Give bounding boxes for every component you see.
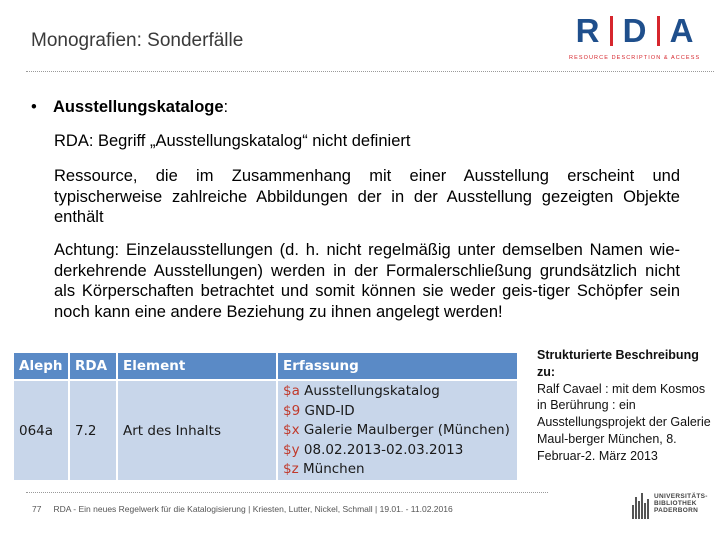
university-library-logo — [632, 493, 708, 519]
bullet-colon: : — [223, 98, 229, 116]
subfield-item — [283, 441, 512, 461]
library-logo-line: BIBLIOTHEK — [654, 500, 697, 508]
subfield-value: Galerie Maulberger (München) — [303, 422, 510, 439]
subfield-item — [283, 460, 512, 480]
subfield-code: $9 — [283, 402, 301, 419]
subfield-code: $y — [283, 441, 300, 458]
bullet-heading: Ausstellungskataloge — [53, 98, 224, 116]
logo-letter-d: D — [622, 12, 648, 49]
table-row — [14, 380, 518, 480]
warning-paragraph: Achtung: Einzelausstellungen (d. h. nicht regelmäßig unter demselben Namen wie-derkehrende Ausstellungen) werden in der Formalerschließung grundsätzlich nicht als Körperschaften betrachtet und somit können sie weder geis-tiger Schöpfer sein noch kann eine andere Beziehung zu ihnen angelegt werden! — [54, 241, 680, 321]
subfield-value: GND-ID — [304, 402, 355, 419]
title-divider — [26, 71, 714, 72]
page-number: 77 — [32, 504, 42, 514]
library-bars-icon — [632, 493, 650, 519]
cell-element: Art des Inhalts — [117, 380, 277, 480]
footer-divider — [26, 492, 548, 493]
header-rda: RDA — [69, 353, 117, 380]
logo-separator — [610, 16, 613, 46]
footer-text: RDA - Ein neues Regelwerk für die Katalogisierung | Kriesten, Lutter, Nickel, Schmall | 19.01. - 11.02.2016 — [53, 504, 453, 514]
subfield-code: $x — [283, 422, 300, 439]
subfield-code: $a — [283, 383, 300, 400]
subfield-value: Ausstellungskatalog — [304, 383, 440, 400]
subfield-value: München — [302, 461, 365, 478]
definition-paragraph: RDA: Begriff „Ausstellungskatalog“ nicht definiert — [54, 132, 411, 150]
header-erfassung: Erfassung — [277, 353, 518, 380]
cell-erfassung — [277, 380, 518, 480]
bullet-section — [31, 98, 683, 117]
caption-heading: Strukturierte Beschreibung zu: — [537, 348, 699, 379]
subfield-value: 08.02.2013-02.03.2013 — [303, 441, 464, 458]
cell-rda: 7.2 — [69, 380, 117, 480]
description-paragraph: Ressource, die im Zusammenhang mit einer Ausstellung erscheint und typischerweise zahlreiche Abbildungen der in der Ausstellung gezeigten Objekte enthält — [54, 167, 680, 226]
cell-aleph: 064a — [14, 380, 69, 480]
bullet-icon: • — [31, 98, 37, 116]
library-logo-line: UNIVERSITÄTS- — [654, 493, 708, 500]
table-caption — [537, 347, 717, 465]
library-logo-text — [654, 493, 708, 515]
cataloging-table — [14, 353, 519, 480]
header-element: Element — [117, 353, 277, 380]
logo-separator — [657, 16, 660, 46]
caption-body: Ralf Cavael : mit dem Kosmos in Berührung : ein Ausstellungsprojekt der Galerie Maul-berger München, 8. Februar-2. März 2013 — [537, 381, 711, 463]
subfield-list — [283, 381, 512, 480]
subfield-item — [283, 402, 512, 422]
logo-subtitle: RESOURCE DESCRIPTION & ACCESS — [569, 55, 701, 61]
subfield-item — [283, 421, 512, 441]
table-header-row — [14, 353, 518, 380]
subfield-code: $z — [283, 461, 299, 478]
rda-logo — [569, 14, 709, 66]
logo-letter-a: A — [669, 12, 695, 49]
logo-letter-r: R — [575, 12, 601, 49]
slide-title: Monografien: Sonderfälle — [31, 30, 244, 51]
subfield-item — [283, 382, 512, 402]
header-aleph: Aleph — [14, 353, 69, 380]
library-logo-line: PADERBORN — [654, 507, 699, 515]
footer — [32, 504, 453, 514]
bullet-item — [31, 98, 683, 117]
